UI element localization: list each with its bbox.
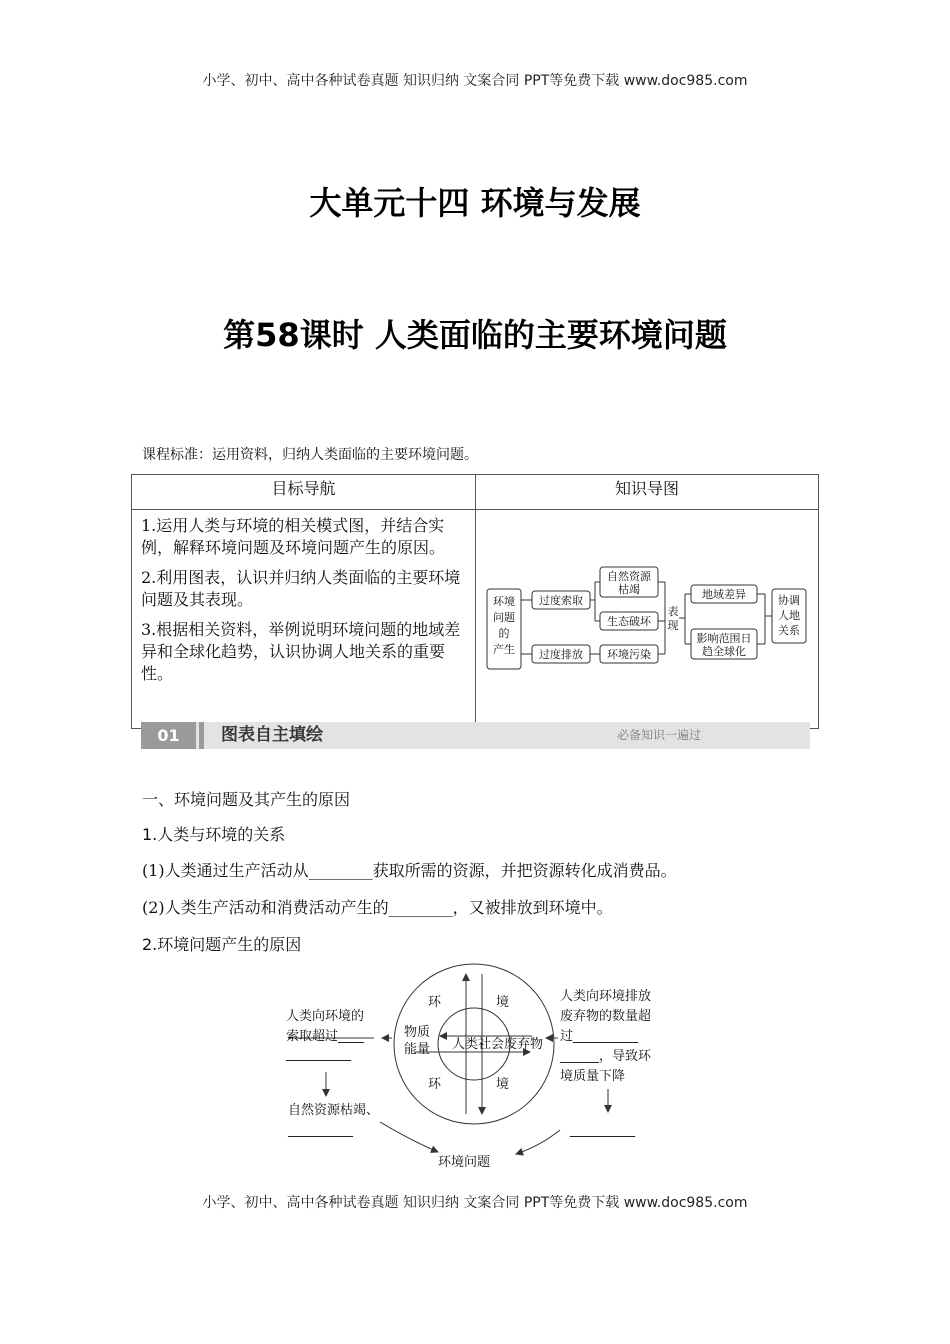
map-cause2: 过度排放 [539,648,583,661]
diagram-env-char: 境 [496,1077,510,1092]
diagram-left-text: 人类向环境的 [286,1009,365,1024]
course-standard: 课程标准：运用资料，归纳人类面临的主要环境问题。 [142,447,478,463]
map-root-line: 产生 [493,643,515,656]
page-header: 小学、初中、高中各种试卷真题 知识归纳 文案合同 PPT等免费下载 www.doc985.com [202,73,748,89]
diagram-env-char: 环 [428,995,442,1010]
section-heading: 一、环境问题及其产生的原因 [142,790,351,809]
diagram-problem: 环境问题 [438,1155,491,1170]
banner-title: 图表自主填绘 [221,725,323,745]
diagram-right-text: 过__________ [560,1029,639,1044]
diagram-waste: 废弃物 [504,1037,544,1052]
diagram-env-char: 境 [496,995,510,1010]
map-header: 知识导图 [476,475,819,510]
diagram-left-bottom: 自然资源枯竭、 [288,1103,380,1118]
diagram-right-text: 人类向环境排放 [560,989,652,1004]
banner-number: 01 [141,722,196,749]
map-res1-line: 枯竭 [618,583,640,596]
diagram-left-text: 索取超过____ [286,1029,365,1044]
map-end-line: 协调 [778,594,800,607]
diagram-env-char: 环 [428,1077,442,1092]
map-res2: 生态破坏 [607,615,651,628]
map-end-line: 关系 [778,624,800,637]
map-feat2-line: 趋全球化 [702,645,746,658]
knowledge-map-cell [476,510,819,729]
subsection-heading: 1.人类与环境的关系 [142,825,286,844]
goal-table [131,474,819,729]
goal-item: 1.运用人类与环境的相关模式图，并结合实例，解释环境问题及环境问题产生的原因。 [141,516,446,557]
fill-line-1: (1)人类通过生产活动从________获取所需的资源，并把资源转化成消费品。 [142,861,677,880]
diagram-right-text: 废弃物的数量超 [560,1009,652,1024]
banner-subtitle: 必备知识一遍过 [617,728,702,742]
subsection-heading: 2.环境问题产生的原因 [142,935,302,954]
map-root-line: 的 [498,627,510,640]
section-banner [141,722,810,749]
map-feat1: 地域差异 [702,588,746,601]
diagram-right-text: 境质量下降 [560,1069,626,1084]
knowledge-map [477,511,817,723]
goal-list [132,510,476,729]
diagram-material: 能量 [404,1042,431,1057]
lesson-title: 第58课时 人类面临的主要环境问题 [223,316,727,354]
goal-header: 目标导航 [132,475,476,510]
diagram-right-blank: __________ [570,1123,635,1138]
goal-item: 3.根据相关资料，举例说明环境问题的地域差异和全球化趋势，认识协调人地关系的重要性。 [141,620,461,683]
diagram-material: 物质 [404,1025,431,1040]
map-show-line: 现 [667,619,679,632]
map-end-line: 人地 [778,609,800,622]
map-res3: 环境污染 [607,648,651,661]
unit-title: 大单元十四 环境与发展 [309,184,641,222]
diagram-left-blank: __________ [286,1047,351,1062]
map-feat2-line: 影响范围日 [696,632,752,645]
map-show-line: 表 [667,605,679,618]
map-root-line: 环境 [493,595,515,608]
map-cause1: 过度索取 [539,594,583,607]
map-root-line: 问题 [493,611,515,624]
cause-diagram [270,962,710,1172]
goal-item: 2.利用图表，认识并归纳人类面临的主要环境问题及其表现。 [141,568,461,609]
map-res1-line: 自然资源 [607,570,651,583]
diagram-right-text: ______，导致环 [560,1049,652,1064]
banner-bar [199,722,204,749]
page-footer: 小学、初中、高中各种试卷真题 知识归纳 文案合同 PPT等免费下载 www.doc985.com [202,1195,748,1211]
diagram-center: 人类社会 [452,1037,505,1052]
diagram-left-bottom: __________ [288,1123,353,1138]
fill-line-2: (2)人类生产活动和消费活动产生的________，又被排放到环境中。 [142,898,613,917]
